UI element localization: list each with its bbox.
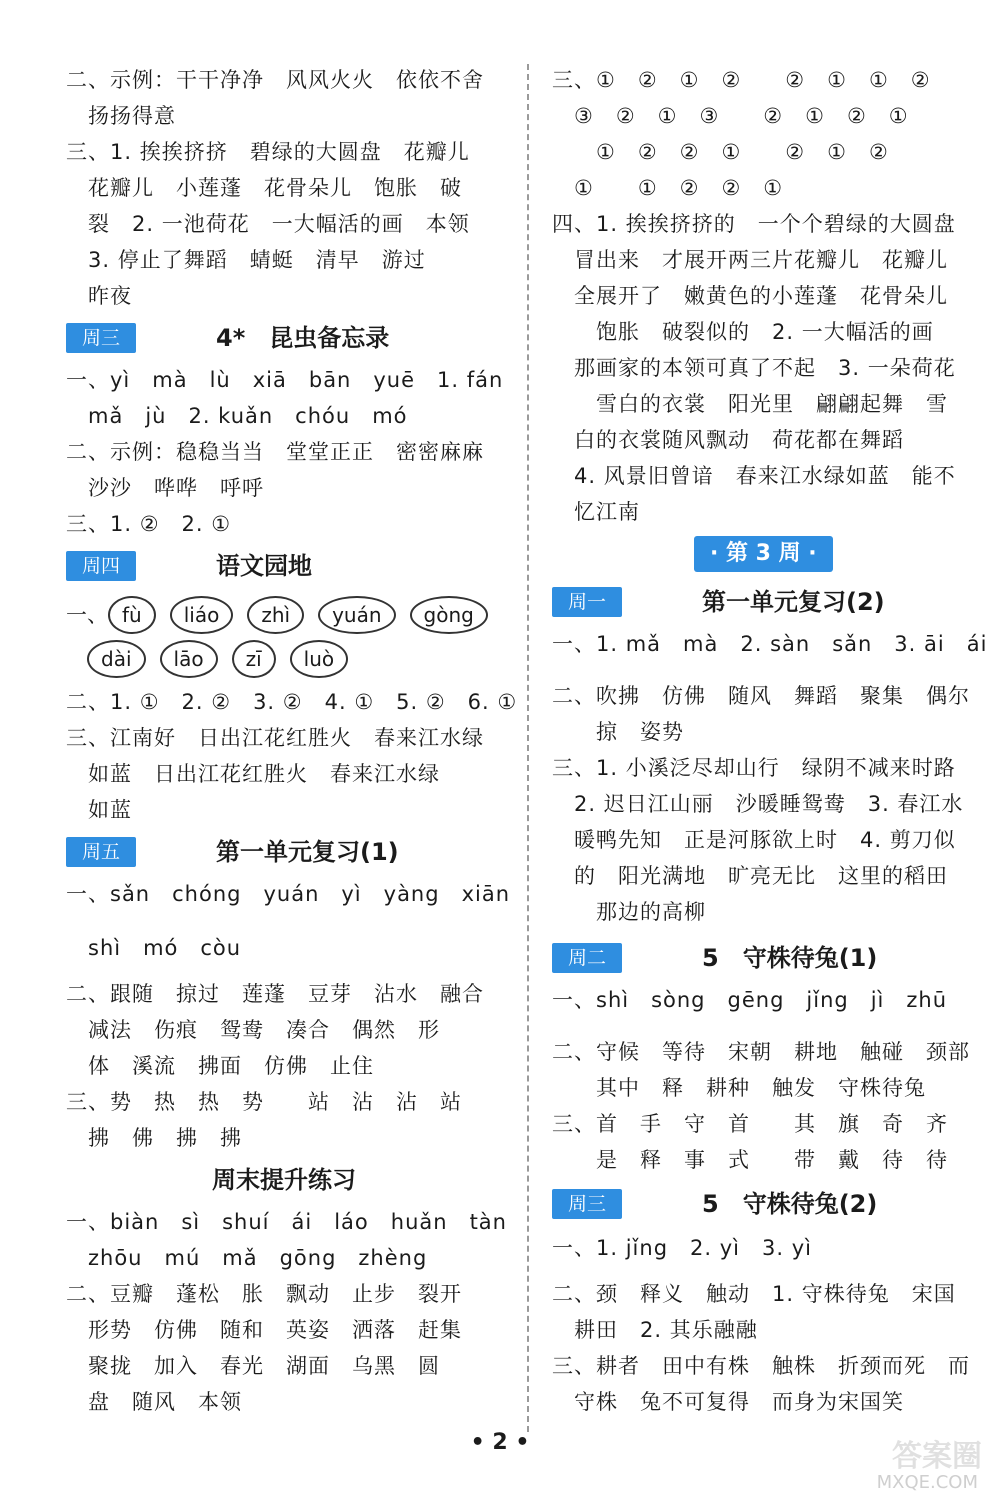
answer-line: ① ② ② ① ② ① ② — [552, 140, 889, 164]
answer-line: 三、① ② ① ② ② ① ① ② — [552, 68, 931, 92]
answer-line: 如蓝 — [66, 798, 132, 822]
section-title: 语文园地 — [216, 552, 312, 580]
section-title: 第一单元复习(1) — [216, 838, 399, 866]
answer-line: 三、势 热 热 势 站 沾 沾 站 — [66, 1090, 462, 1114]
section-heading — [66, 320, 506, 356]
answer-line: 一、shì sòng gēng jǐng jì zhū — [552, 988, 948, 1012]
answer-line: 体 溪流 拂面 仿佛 止住 — [66, 1054, 374, 1078]
answer-line: 雪白的衣裳 阳光里 翩翩起舞 雪 — [552, 392, 948, 416]
answer-line: 的 阳光满地 旷亮无比 这里的稻田 — [552, 864, 948, 888]
day-tag: 周一 — [552, 587, 622, 617]
circled-pinyin: dài — [87, 640, 146, 678]
answer-line: 白的衣裳随风飘动 荷花都在舞蹈 — [552, 428, 904, 452]
answer-line: 二、1. ① 2. ② 3. ② 4. ① 5. ② 6. ① — [66, 690, 518, 714]
answer-line: shì mó còu — [66, 936, 242, 960]
page-number: • 2 • — [470, 1430, 530, 1455]
section-heading — [552, 584, 992, 620]
answer-line: 二、吹拂 仿佛 随风 舞蹈 聚集 偶尔 — [552, 684, 970, 708]
answer-line: 暖鸭先知 正是河豚欲上时 4. 剪刀似 — [552, 828, 956, 852]
answer-line: 二、跟随 掠过 莲蓬 豆芽 沾水 融合 — [66, 982, 484, 1006]
answer-line: 饱胀 破裂似的 2. 一大幅活的画 — [552, 320, 934, 344]
answer-line: 那画家的本领可真了不起 3. 一朵荷花 — [552, 356, 956, 380]
answer-line: 一、yì mà lù xiā bān yuē 1. fán — [66, 368, 504, 392]
section-title: 4* 昆虫备忘录 — [216, 324, 390, 352]
answer-line: 二、豆瓣 蓬松 胀 飘动 止步 裂开 — [66, 1282, 462, 1306]
watermark: 答案圈 — [892, 1439, 982, 1474]
section-title: 5 守株待兔(1) — [702, 944, 878, 972]
answer-line: 沙沙 哗哗 呼呼 — [66, 476, 264, 500]
section-title: 第一单元复习(2) — [702, 588, 885, 616]
answer-line: 三、1. ② 2. ① — [66, 512, 232, 536]
answer-line: 盘 随风 本领 — [66, 1390, 242, 1414]
answer-line: 二、颈 释义 触动 1. 守株待兔 宋国 — [552, 1282, 956, 1306]
answer-line: 一、1. mǎ mà 2. sàn sǎn 3. āi ái — [552, 632, 988, 656]
answer-line: 守株 兔不可复得 而身为宋国笑 — [552, 1390, 904, 1414]
answer-line: 3. 停止了舞蹈 蜻蜓 清早 游过 — [66, 248, 426, 272]
answer-line: 一、1. jǐng 2. yì 3. yì — [552, 1236, 812, 1260]
watermark-url: MXQE.COM — [876, 1472, 978, 1493]
answer-line: 减法 伤痕 鸳鸯 凑合 偶然 形 — [66, 1018, 440, 1042]
circled-pinyin: lāo — [160, 640, 218, 678]
circled-pinyin: yuán — [318, 596, 395, 634]
answer-line: 一、biàn sì shuí ái láo huǎn tàn — [66, 1210, 507, 1234]
answer-line: mǎ jù 2. kuǎn chóu mó — [66, 404, 408, 428]
answer-line: 二、守候 等待 宋朝 耕地 触碰 颈部 — [552, 1040, 970, 1064]
answer-line: 那边的高柳 — [552, 900, 706, 924]
answer-line: 耕田 2. 其乐融融 — [552, 1318, 758, 1342]
day-tag: 周三 — [66, 323, 136, 353]
circled-pinyin: liáo — [170, 596, 234, 634]
answer-line: ③ ② ① ③ ② ① ② ① — [552, 104, 909, 128]
answer-line: 三、江南好 日出江花红胜火 春来江水绿 — [66, 726, 484, 750]
column-divider — [527, 64, 529, 1432]
answer-line: 其中 释 耕种 触发 守株待兔 — [552, 1076, 926, 1100]
answer-line: 四、1. 挨挨挤挤的 一个个碧绿的大圆盘 — [552, 212, 956, 236]
section-heading — [66, 1162, 506, 1198]
pinyin-prefix: 一、 — [66, 603, 108, 627]
day-tag: 周二 — [552, 943, 622, 973]
week-badge: · 第 3 周 · — [694, 536, 833, 572]
answer-line: ① ① ② ② ① — [552, 176, 784, 200]
pinyin-circle-row — [66, 636, 362, 682]
answer-line: 三、1. 小溪泛尽却山行 绿阴不减来时路 — [552, 756, 956, 780]
circled-pinyin: zhì — [247, 596, 304, 634]
answer-line: 二、示例：干干净净 风风火火 依依不舍 — [66, 68, 484, 92]
answer-line: 一、sǎn chóng yuán yì yàng xiān — [66, 882, 511, 906]
answer-line: 聚拢 加入 春光 湖面 乌黑 圆 — [66, 1354, 440, 1378]
answer-line: 扬扬得意 — [66, 104, 176, 128]
answer-line: 三、耕者 田中有株 触株 折颈而死 而 — [552, 1354, 970, 1378]
answer-line: 2. 迟日江山丽 沙暖睡鸳鸯 3. 春江水 — [552, 792, 964, 816]
section-heading — [552, 1186, 992, 1222]
answer-line: 昨夜 — [66, 284, 132, 308]
section-heading — [66, 548, 506, 584]
answer-line: 花瓣儿 小莲蓬 花骨朵儿 饱胀 破 — [66, 176, 462, 200]
day-tag: 周三 — [552, 1189, 622, 1219]
section-title: 周末提升练习 — [212, 1166, 356, 1194]
pinyin-circle-row — [66, 592, 502, 638]
pinyin-prefix — [66, 647, 87, 671]
circled-pinyin: fù — [108, 596, 156, 634]
day-tag: 周四 — [66, 551, 136, 581]
answer-line: 拂 佛 拂 拂 — [66, 1126, 242, 1150]
answer-line: 4. 风景旧曾谙 春来江水绿如蓝 能不 — [552, 464, 956, 488]
answer-line: 三、1. 挨挨挤挤 碧绿的大圆盘 花瓣儿 — [66, 140, 470, 164]
answer-line: zhōu mú mǎ gōng zhèng — [66, 1246, 428, 1270]
answer-line: 如蓝 日出江花红胜火 春来江水绿 — [66, 762, 440, 786]
circled-pinyin: zī — [232, 640, 276, 678]
answer-line: 忆江南 — [552, 500, 640, 524]
section-title: 5 守株待兔(2) — [702, 1190, 878, 1218]
answer-line: 二、示例：稳稳当当 堂堂正正 密密麻麻 — [66, 440, 484, 464]
answer-line: 三、首 手 守 首 其 旗 奇 齐 — [552, 1112, 948, 1136]
answer-line: 全展开了 嫩黄色的小莲蓬 花骨朵儿 — [552, 284, 948, 308]
answer-line: 形势 仿佛 随和 英姿 洒落 赶集 — [66, 1318, 462, 1342]
section-heading — [66, 834, 506, 870]
circled-pinyin: luò — [290, 640, 348, 678]
answer-line: 裂 2. 一池荷花 一大幅活的画 本领 — [66, 212, 470, 236]
answer-line: 冒出来 才展开两三片花瓣儿 花瓣儿 — [552, 248, 948, 272]
answer-line: 是 释 事 式 带 戴 待 待 — [552, 1148, 948, 1172]
circled-pinyin: gòng — [410, 596, 488, 634]
day-tag: 周五 — [66, 837, 136, 867]
section-heading — [552, 940, 992, 976]
answer-line: 掠 姿势 — [552, 720, 684, 744]
